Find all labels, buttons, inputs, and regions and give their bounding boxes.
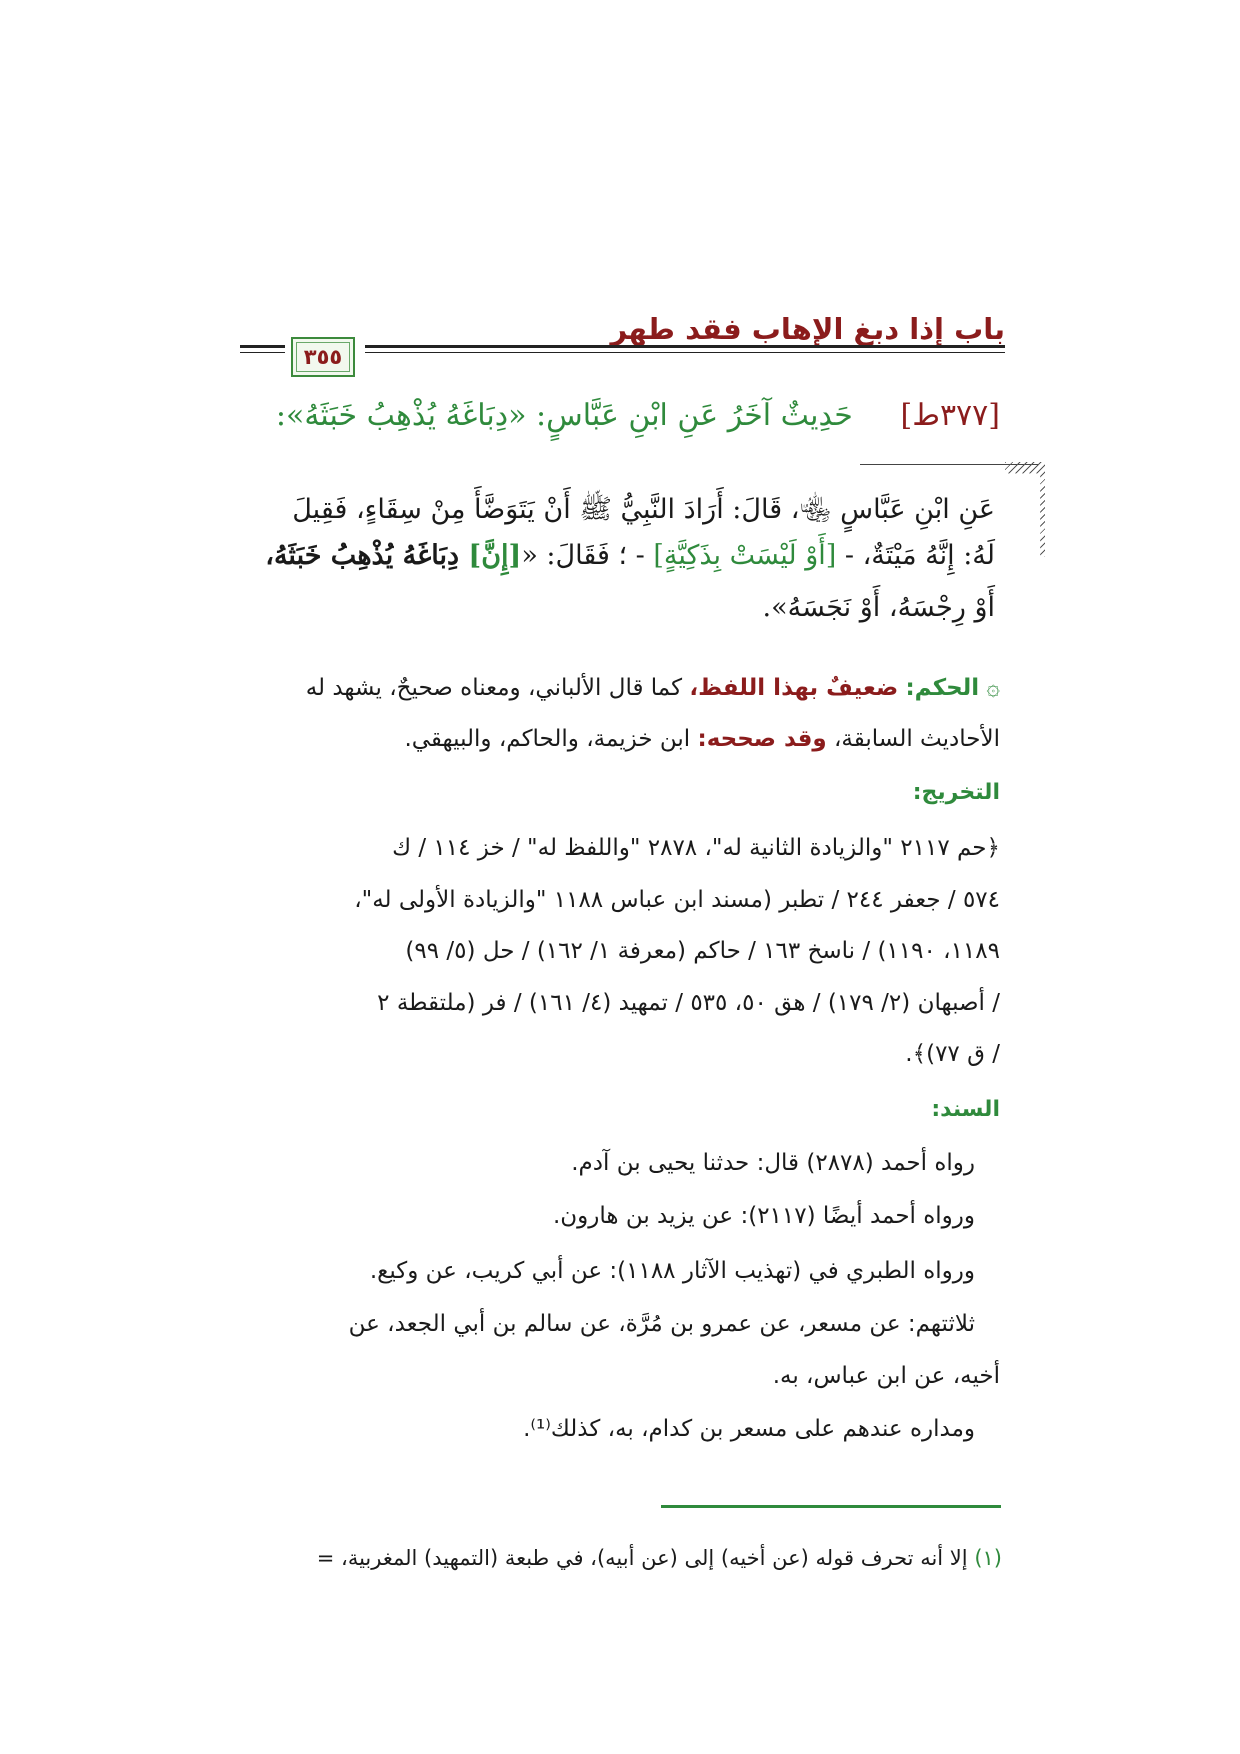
header-rule-top-left: [240, 345, 285, 348]
sanad-line-3: ورواه الطبري في (تهذيب الآثار ١١٨٨): عن أبي كريب، عن وكيع.: [369, 1258, 975, 1284]
matn-line-2: لَهُ: إِنَّهُ مَيْتَةٌ، - [أَوْ لَيْسَتْ بِذَكِيَّةٍ] - ؛ فَقَالَ: «[إِنَّ] دِبَاغَهُ يُذْهِبُ خَبَثَهُ،: [265, 540, 995, 571]
takhrij-heading: التخريج:: [912, 780, 1000, 805]
ruling-ornament-icon: ۞: [986, 675, 1000, 701]
hadith-number: [٣٧٧ط]: [900, 398, 1000, 433]
sanad-line-4: ثلاثتهم: عن مسعر، عن عمرو بن مُرَّة، عن سالم بن أبي الجعد، عن: [348, 1311, 975, 1337]
takhrij-line-1: ﴿حم ٢١١٧ "والزيادة الثانية له"، ٢٨٧٨ "واللفظ له" / خز ١١٤ / ك: [392, 835, 1000, 861]
header-rule-top-right: [365, 345, 1005, 348]
ruling-weak: ضعيفٌ بهذا اللفظ،: [689, 675, 899, 701]
sanad-line-1: رواه أحمد (٢٨٧٨) قال: حدثنا يحيى بن آدم.: [571, 1150, 975, 1176]
header-rule-bottom-left: [240, 352, 285, 353]
sanad-line-6: ومداره عندهم على مسعر بن كدام، به، كذلك⁽¹⁾.: [523, 1416, 975, 1442]
hadith-title: حَدِيثٌ آخَرُ عَنِ ابْنِ عَبَّاسٍ: «دِبَاغَهُ يُذْهِبُ خَبَثَهُ»:: [275, 398, 853, 433]
takhrij-line-4: / أصبهان (٢/ ١٧٩) / هق ٥٠، ٥٣٥ / تمهيد (٤/ ١٦١) / فر (ملتقطة ٢: [377, 990, 1000, 1016]
running-title: باب إذا دبغ الإهاب فقد طهر: [610, 312, 1005, 346]
ruling-label: الحكم:: [905, 675, 980, 701]
sanad-line-2: ورواه أحمد أيضًا (٢١١٧): عن يزيد بن هارون.: [552, 1203, 975, 1229]
footnote-number: (١): [974, 1546, 1002, 1570]
footnote-separator: [661, 1505, 1001, 1508]
ruling-line-2: الأحاديث السابقة، وقد صححه: ابن خزيمة، والحاكم، والبيهقي.: [404, 726, 1000, 752]
takhrij-line-2: ٥٧٤ / جعفر ٢٤٤ / تطبر (مسند ابن عباس ١١٨٨ "والزيادة الأولى له"،: [354, 887, 1000, 913]
sanad-heading: السند:: [931, 1097, 1000, 1122]
footnote-text: إلا أنه تحرف قوله (عن أخيه) إلى (عن أبيه)، في طبعة (التمهيد) المغربية، =: [316, 1546, 975, 1570]
takhrij-line-3: ١١٨٩، ١١٩٠) / ناسخ ١٦٣ / حاكم (معرفة ١/ ١٦٢) / حل (٥/ ٩٩): [405, 938, 1000, 964]
page-number-frame: [291, 337, 355, 377]
matn-line-1: عَنِ ابْنِ عَبَّاسٍ ﵄، قَالَ: أَرَادَ النَّبِيُّ ﷺ أَنْ يَتَوَضَّأَ مِنْ سِقَاءٍ، فَقِيلَ: [292, 494, 995, 525]
matn-line-3: أَوْ رِجْسَهُ، أَوْ نَجَسَهُ».: [762, 592, 995, 623]
ruling-line-1: ۞ الحكم: ضعيفٌ بهذا اللفظ، كما قال الألباني، ومعناه صحيحٌ، يشهد له: [305, 675, 1000, 701]
footnote: [317, 1546, 1002, 1570]
page-number: ٣٥٥: [303, 345, 343, 369]
header-rule-bottom-right: [365, 352, 1005, 353]
takhrij-line-5: / ق ٧٧)﴾.: [905, 1041, 1000, 1067]
hadith-heading: [276, 398, 1000, 433]
sanad-line-5: أخيه، عن ابن عباس، به.: [772, 1363, 1000, 1389]
corner-ornament: [1005, 462, 1045, 557]
